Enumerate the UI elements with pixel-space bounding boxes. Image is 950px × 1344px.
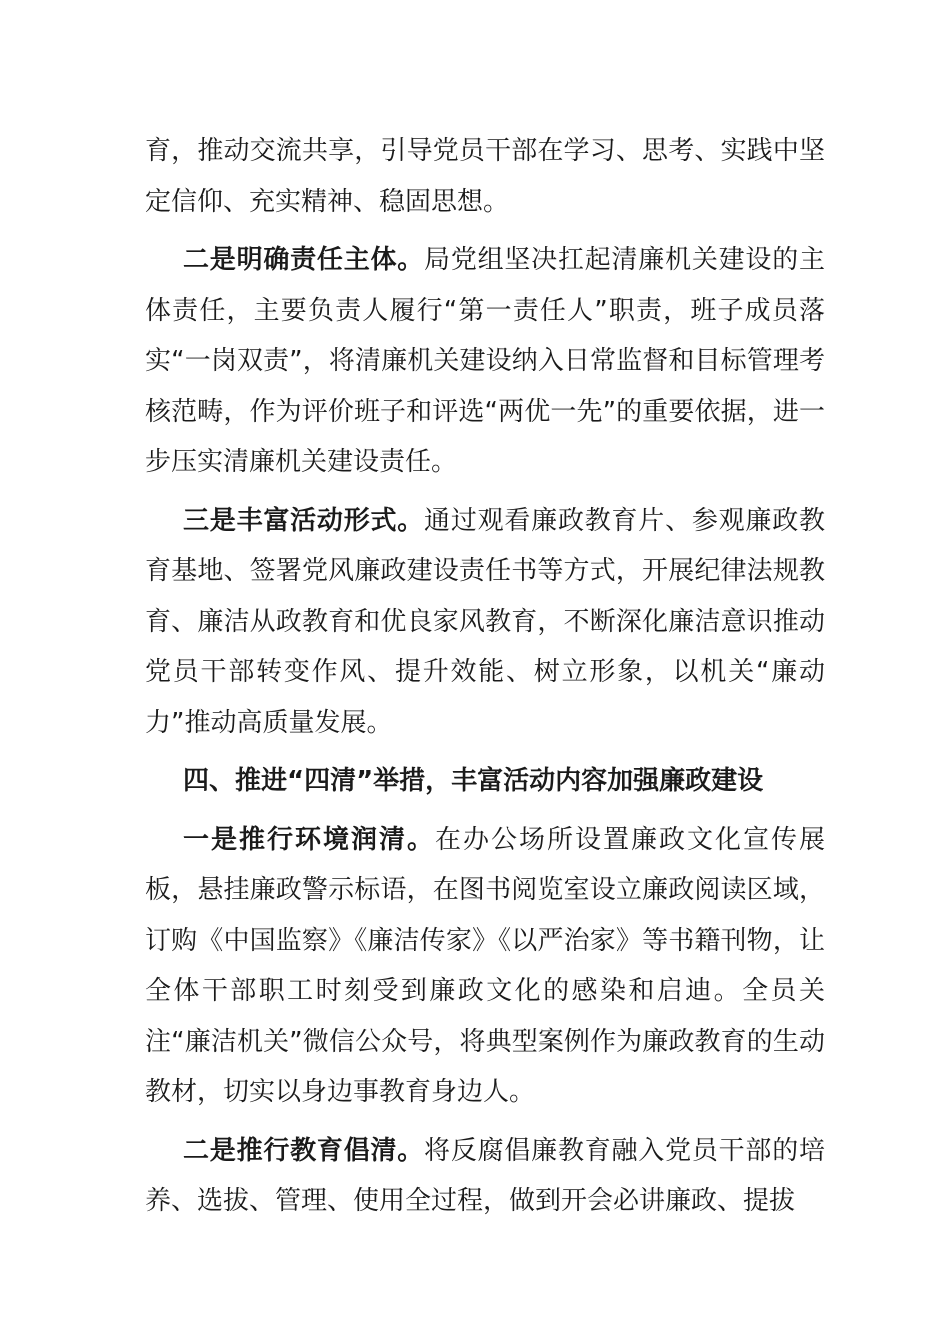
paragraph-text: 将反腐倡廉教育融入党员干部的培养、选拔、管理、使用全过程，做到开会必讲廉政、提拔	[145, 1135, 825, 1216]
paragraph-text: 育，推动交流共享，引导党员干部在学习、思考、实践中坚定信仰、充实精神、稳固思想。	[145, 136, 825, 217]
section-heading: 四、推进“四清”举措，丰富活动内容加强廉政建设	[183, 766, 764, 796]
paragraph-continuation	[145, 126, 825, 227]
document-page	[145, 126, 825, 1227]
paragraph-education	[145, 1126, 825, 1227]
paragraph-activities	[145, 496, 825, 749]
paragraph-lead: 二是推行教育倡清。	[183, 1135, 425, 1166]
paragraph-text: 通过观看廉政教育片、参观廉政教育基地、签署党风廉政建设责任书等方式，开展纪律法规教育、廉洁从政教育和优良家风教育，不断深化廉洁意识推动党员干部转变作风、提升效能、树立形象，以机关“廉动力”推动高质量发展。	[145, 505, 825, 738]
paragraph-text: 局党组坚决扛起清廉机关建设的主体责任，主要负责人履行“第一责任人”职责，班子成员落实“一岗双责”，将清廉机关建设纳入日常监督和目标管理考核范畴，作为评价班子和评选“两优一先”的重要依据，进一步压实清廉机关建设责任。	[145, 245, 825, 477]
paragraph-responsibility	[145, 235, 825, 488]
paragraph-lead: 二是明确责任主体。	[183, 245, 425, 275]
paragraph-lead: 一是推行环境润清。	[183, 824, 435, 855]
paragraph-text: 在办公场所设置廉政文化宣传展板，悬挂廉政警示标语，在图书阅览室设立廉政阅读区域，订购《中国监察》《廉洁传家》《以严治家》等书籍刊物，让全体干部职工时刻受到廉政文化的感染和启迪。全员关注“廉洁机关”微信公众号，将典型案例作为廉政教育的生动教材，切实以身边事教育身边人。	[145, 824, 825, 1107]
paragraph-lead: 三是丰富活动形式。	[183, 505, 425, 536]
paragraph-environment	[145, 815, 825, 1118]
